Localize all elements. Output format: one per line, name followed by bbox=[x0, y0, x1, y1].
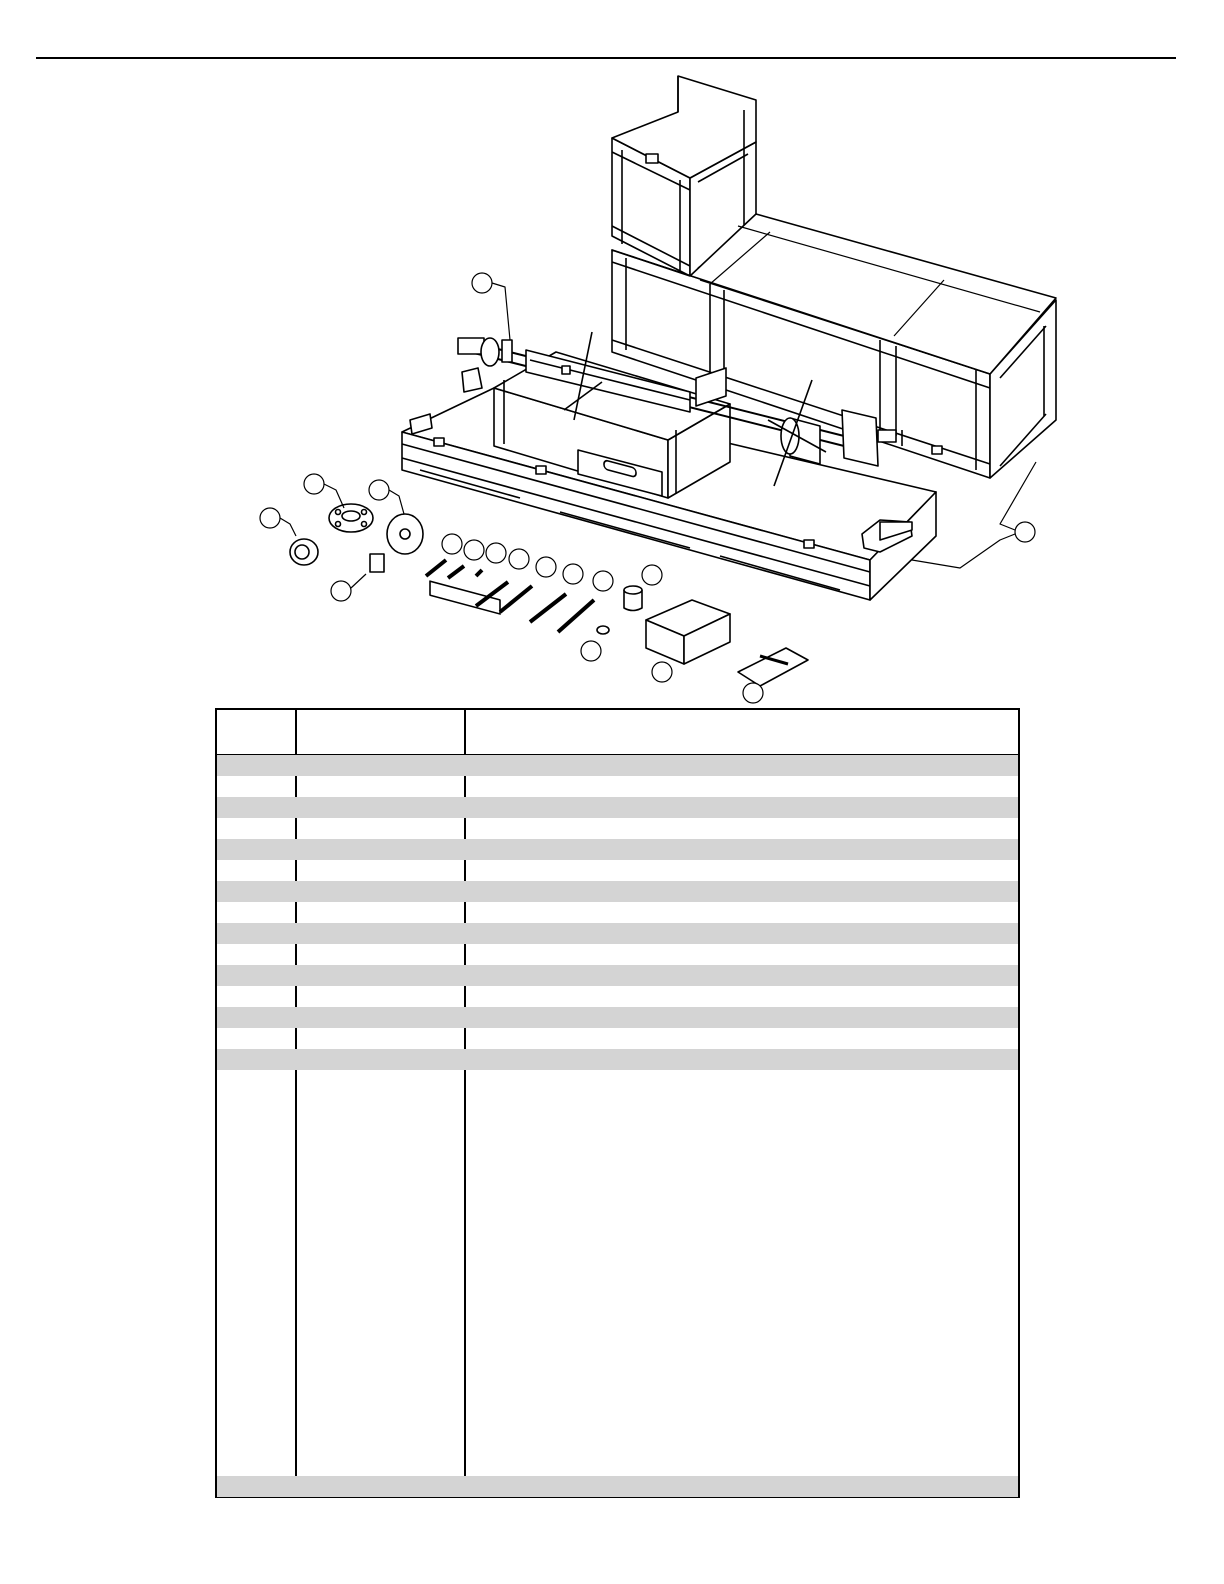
item-cell bbox=[217, 839, 295, 860]
item-cell bbox=[217, 881, 295, 902]
item-cell bbox=[217, 986, 295, 1007]
parts-table bbox=[215, 708, 1020, 1498]
part-number-cell bbox=[296, 923, 464, 944]
part-number-cell bbox=[296, 986, 464, 1007]
item-cell bbox=[217, 965, 295, 986]
description-cell bbox=[465, 902, 1015, 923]
part-number-cell bbox=[296, 1028, 464, 1049]
table-row bbox=[217, 965, 1018, 986]
exploded-assembly-drawing bbox=[0, 0, 1224, 710]
table-row bbox=[217, 944, 1018, 965]
item-cell bbox=[217, 902, 295, 923]
table-row bbox=[217, 1028, 1018, 1049]
part-number-cell bbox=[296, 902, 464, 923]
description-cell bbox=[465, 1049, 1015, 1070]
item-cell bbox=[217, 797, 295, 818]
table-row bbox=[217, 839, 1018, 860]
table-row bbox=[217, 902, 1018, 923]
item-cell bbox=[217, 1007, 295, 1028]
item-cell bbox=[217, 818, 295, 839]
table-row bbox=[217, 986, 1018, 1007]
description-cell bbox=[465, 797, 1015, 818]
part-number-cell bbox=[296, 797, 464, 818]
description-cell bbox=[465, 1070, 1015, 1091]
item-cell bbox=[217, 1476, 295, 1497]
part-number-cell bbox=[296, 860, 464, 881]
table-row bbox=[217, 1007, 1018, 1028]
header-item bbox=[217, 722, 295, 743]
table-row bbox=[217, 776, 1018, 797]
description-cell bbox=[465, 755, 1015, 776]
description-cell bbox=[465, 818, 1015, 839]
description-cell bbox=[465, 776, 1015, 797]
description-cell bbox=[465, 944, 1015, 965]
description-cell bbox=[465, 965, 1015, 986]
part-number-cell bbox=[296, 1007, 464, 1028]
table-row bbox=[217, 1476, 1018, 1497]
part-number-cell bbox=[296, 776, 464, 797]
item-cell bbox=[217, 776, 295, 797]
part-number-cell bbox=[296, 1049, 464, 1070]
part-number-cell bbox=[296, 839, 464, 860]
part-number-cell bbox=[296, 1476, 464, 1497]
description-cell bbox=[465, 923, 1015, 944]
item-cell bbox=[217, 1049, 295, 1070]
table-row bbox=[217, 755, 1018, 776]
description-cell bbox=[465, 1476, 1015, 1497]
table-row bbox=[217, 860, 1018, 881]
description-cell bbox=[465, 839, 1015, 860]
table-row bbox=[217, 797, 1018, 818]
part-number-cell bbox=[296, 965, 464, 986]
item-cell bbox=[217, 1070, 295, 1091]
item-cell bbox=[217, 944, 295, 965]
description-cell bbox=[465, 986, 1015, 1007]
table-row bbox=[217, 1049, 1018, 1070]
table-row bbox=[217, 923, 1018, 944]
description-cell bbox=[465, 860, 1015, 881]
description-cell bbox=[465, 881, 1015, 902]
part-number-cell bbox=[296, 755, 464, 776]
header-description bbox=[465, 722, 1015, 743]
header-part-number bbox=[296, 722, 464, 743]
part-number-cell bbox=[296, 944, 464, 965]
table-row bbox=[217, 881, 1018, 902]
description-cell bbox=[465, 1007, 1015, 1028]
item-cell bbox=[217, 1028, 295, 1049]
description-cell bbox=[465, 1028, 1015, 1049]
item-cell bbox=[217, 923, 295, 944]
table-row bbox=[217, 1070, 1018, 1091]
item-cell bbox=[217, 755, 295, 776]
item-cell bbox=[217, 860, 295, 881]
part-number-cell bbox=[296, 881, 464, 902]
part-number-cell bbox=[296, 1070, 464, 1091]
part-number-cell bbox=[296, 818, 464, 839]
table-row bbox=[217, 818, 1018, 839]
